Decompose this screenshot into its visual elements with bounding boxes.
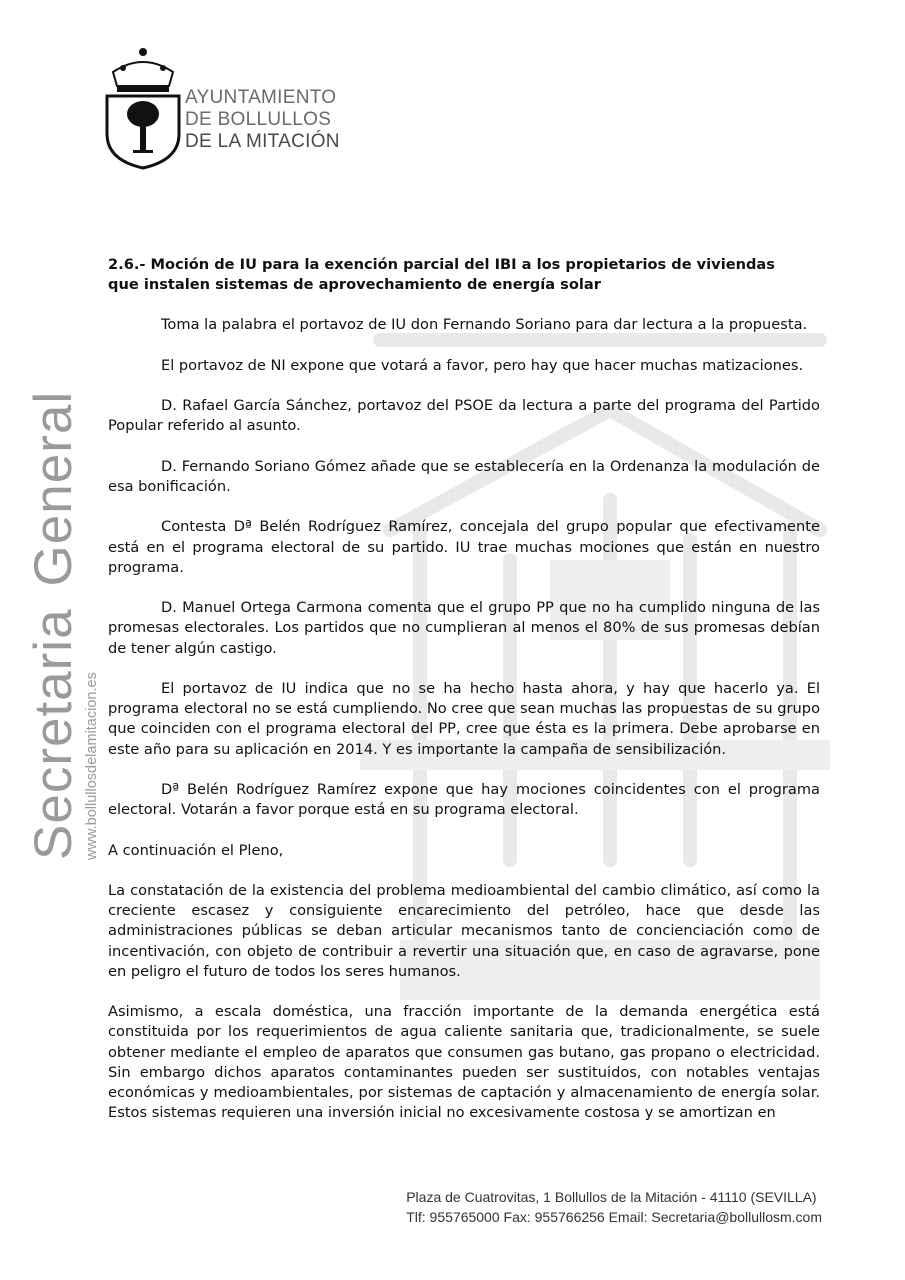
paragraph: A continuación el Pleno, [108, 841, 284, 859]
footer-address: Plaza de Cuatrovitas, 1 Bollullos de la Mitación - 41110 (SEVILLA) [406, 1189, 817, 1205]
side-word-secretaria: Secretaria [24, 608, 83, 860]
paragraph: El portavoz de NI expone que votará a favor, pero hay que hacer muchas matizaciones. [161, 356, 804, 374]
section-heading [108, 255, 820, 295]
document-body [108, 255, 820, 1144]
org-name-line2: DE BOLLULLOS [185, 109, 332, 130]
side-website: www.bollullosdelamitacion.es [84, 672, 100, 860]
org-name-line3: DE LA MITACIÓN [185, 131, 340, 152]
paragraph: D. Rafael García Sánchez, portavoz del PSOE da lectura a parte del programa del Partido Popular referido al asunto. [108, 397, 820, 435]
footer-contact: Tlf: 955765000 Fax: 955766256 Email: Secretaria@bollullosm.com [406, 1209, 822, 1225]
side-word-general: General [24, 390, 83, 587]
heading-line-1: 2.6.- Moción de IU para la exención parcial del IBI a los propietarios de viviendas [108, 256, 775, 273]
org-name-line1: AYUNTAMIENTO [185, 87, 337, 108]
paragraph: Toma la palabra el portavoz de IU don Fernando Soriano para dar lectura a la propuesta. [161, 316, 808, 334]
paragraph: La constatación de la existencia del problema medioambiental del cambio climático, así como la creciente escasez y consiguiente encarecimiento del petróleo, hace que desde las administraciones públicas se deban articular mecanismos tanto de concienciación como de incentivación, con objeto de contribuir a revertir una situación que, en caso de agravarse, pone en peligro el futuro de todos los seres humanos. [108, 881, 820, 980]
heading-line-2: que instalen sistemas de aprovechamiento de energía solar [108, 276, 601, 294]
paragraph: Contesta Dª Belén Rodríguez Ramírez, concejala del grupo popular que efectivamente está en el programa electoral de su partido. IU trae muchas mociones que están en nuestro programa. [108, 518, 820, 576]
municipal-logo [103, 42, 348, 172]
paragraph: D. Manuel Ortega Carmona comenta que el grupo PP que no ha cumplido ninguna de las promesas electorales. Los partidos que no cumplieran al menos el 80% de sus promesas debían de tener algún castigo. [108, 599, 820, 657]
paragraph: El portavoz de IU indica que no se ha hecho hasta ahora, y hay que hacerlo ya. El programa electoral no se está cumpliendo. No cree que sean muchas las propuestas de su grupo que coinciden con el programa electoral del PP, cree que ésta es la primera. Debe aprobarse en este año para su aplicación en 2014. Y es importante la campaña de sensibilización. [108, 679, 820, 758]
paragraph: Dª Belén Rodríguez Ramírez expone que hay mociones coincidentes con el programa electoral. Votarán a favor porque está en su programa electoral. [108, 780, 820, 819]
paragraph: Asimismo, a escala doméstica, una fracción importante de la demanda energética está constituida por los requerimientos de agua caliente sanitaria que, tradicionalmente, se suele obtener mediante el empleo de aparatos que consumen gas butano, gas propano o electricidad. Sin embargo dichos aparatos contaminantes pueden ser sustituidos, con notables ventajas económicas y medioambientales, por sistemas de captación y almacenamiento de energía solar. Estos sistemas requieren una inversión inicial no excesivamente costosa y se amortizan en [108, 1003, 820, 1122]
page-footer [406, 1187, 822, 1227]
coat-of-arms-icon [103, 42, 183, 172]
side-stamp [24, 390, 116, 860]
paragraph: D. Fernando Soriano Gómez añade que se establecería en la Ordenanza la modulación de esa bonificación. [108, 457, 820, 495]
